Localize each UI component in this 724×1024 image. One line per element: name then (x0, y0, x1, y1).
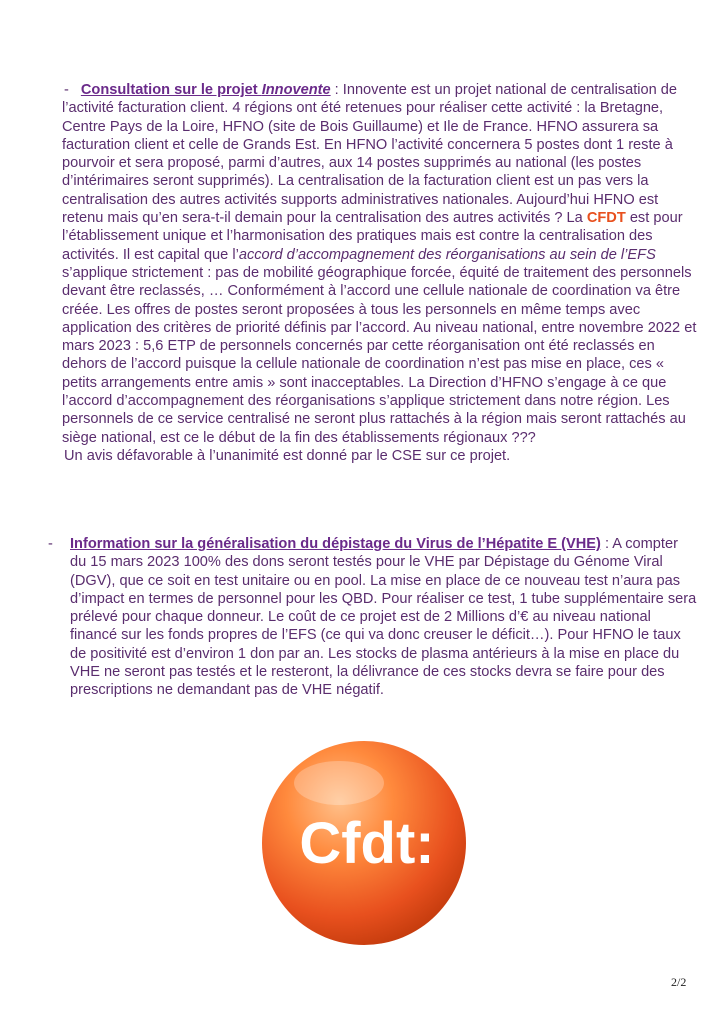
page-number: 2/2 (671, 975, 687, 989)
cfdt-logo-graphic (259, 738, 469, 948)
logo-highlight (294, 761, 384, 805)
vhe-text: : A compter du 15 mars 2023 100% des dons seront testés pour le VHE par Dépistage du Génome Viral (DGV), que ce soit en test unitaire ou en pool. La mise en place de ce nouveau test n’aura pas d’impact en termes de personnel pour les QBD. Pour réaliser ce test, 1 tube supplémentaire sera prélevé pour chaque donneur. Le coût de ce projet est de 2 Millions d’€ au niveau national financé sur les fonds propres de l’EFS (ce qui va donc creuser le déficit…). Pour HFNO le taux de positivité est d’environ 1 don par an. Les stocks de plasma antérieurs à la mise en place du VHE ne seront pas testés et le resteront, la délivrance de ces stocks devra se faire pour des prescriptions ne demandant pas de VHE négatif. (70, 536, 697, 699)
logo-text: Cfdt: (299, 811, 435, 876)
innovente-title: Consultation sur le projet Innovente (80, 82, 331, 98)
innovente-text-c: s’applique strictement : pas de mobilité géographique forcée, équité de traitement des personnels devant être reclassés, … Conformément à l’accord une cellule nationale de coordination va être créée. Les offres de postes seront proposées à tous les personnels en même temps avec application des critères de priorité définis par l’accord. Au niveau national, entre novembre 2022 et mars 2023 : 5,6 ETP de personnels concernés par cette réorganisation ont été reclassés en dehors de l’accord puisque la cellule nationale de coordination n’est pas mise en place, ces « petits arrangements entre amis » sont inacceptables. La Direction d’HFNO s’engage à ce que l’accord d’accompagnement des réorganisations s’applique strictement dans notre région. Les personnels de ce service centralisé ne seront plus rattachés à la région mais seront rattachés au siège national, est ce le début de la fin des établissements régionaux ??? (62, 264, 697, 446)
section-innovente (62, 81, 698, 465)
vhe-paragraph (70, 535, 698, 700)
avis-line: Un avis défavorable à l’unanimité est donné par le CSE sur ce projet. (64, 447, 511, 464)
cfdt-logo (259, 738, 469, 948)
section-vhe (48, 535, 698, 700)
cfdt-inline: CFDT (586, 210, 626, 227)
innovente-text-b: est pour l’établissement unique et l’harmonisation des pratiques mais est contre la centralisation des activités. Il est capital que l’ (62, 210, 683, 263)
bullet-dash: - (48, 536, 53, 552)
bullet-dash: - (64, 82, 69, 98)
vhe-title: Information sur la généralisation du dépistage du Virus de l’Hépatite E (VHE) (70, 536, 601, 552)
innovente-paragraph (62, 81, 698, 447)
innovente-text-a: : Innovente est un projet national de centralisation de l’activité facturation client. 4 régions ont été retenues pour réaliser cette activité : la Bretagne, Centre Pays de la Loire, HFNO (site de Bois Guillaume) et Ile de France. HFNO assurera sa facturation client et celle de Grands Est. En HFNO l’activité concernera 5 postes dont 1 reste à pourvoir et sera proposé, parmi d’autres, aux 14 postes supprimés au national (les postes d’intérimaires seront supprimés). La centralisation de la facturation client est un pas vers la centralisation des autres activités supports administratives nationales. Aujourd’hui HFNO est retenu mais qu’en sera-t-il demain pour la centralisation des autres activités ? La (62, 82, 678, 227)
innovente-title-italic: Innovente (261, 82, 331, 98)
accord-italic: accord d’accompagnement des réorganisations au sein de l’EFS (238, 246, 656, 263)
